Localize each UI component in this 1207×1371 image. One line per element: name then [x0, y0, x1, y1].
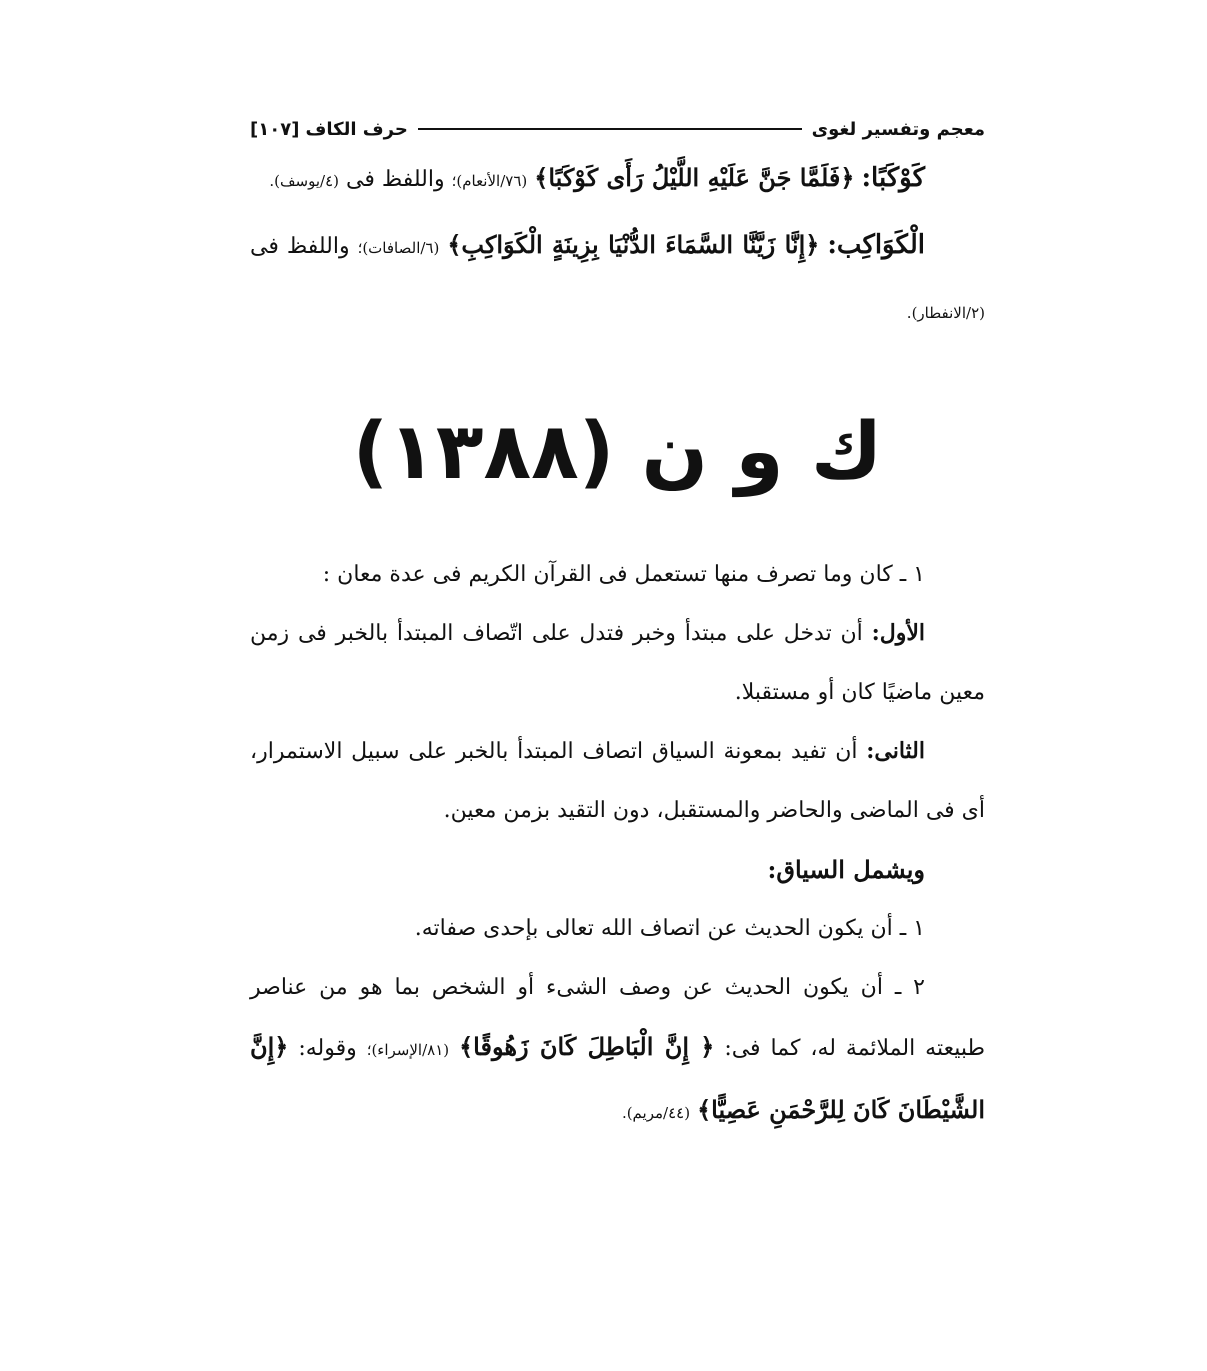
paragraph-label: الثانى: — [866, 738, 925, 764]
quran-reference: (٤٤/مريم). — [621, 1104, 691, 1122]
item-text: ٢ ـ أن يكون الحديث عن وصف الشىء أو الشخص بما هو من عناصر طبيعته الملائمة له، كما فى: — [250, 975, 985, 1061]
quran-reference: (٧٦/الأنعام)؛ — [451, 172, 528, 190]
entry-lemma: كَوْكَبًا: — [861, 163, 925, 193]
quran-quote: ﴿إِنَّ الشَّيْطَانَ كَانَ لِلرَّحْمَنِ عَصِيًّا﴾ — [250, 1032, 985, 1124]
paragraph-text: أن تدخل على مبتدأ وخبر فتدل على اتّصاف المبتدأ بالخبر فى زمن معين ماضيًا كان أو مستقبلا. — [250, 621, 985, 705]
body-paragraph-first-meaning — [250, 604, 985, 722]
body-paragraph-1: ١ ـ كان وما تصرف منها تستعمل فى القرآن الكريم فى عدة معان : — [322, 562, 925, 587]
entry-tail: واللفظ فى — [250, 234, 350, 259]
paragraph-label: الأول: — [871, 620, 925, 646]
quran-reference: (٨١/الإسراء)؛ — [366, 1041, 450, 1059]
context-item-1: ١ ـ أن يكون الحديث عن اتصاف الله تعالى بإحدى صفاته. — [414, 916, 925, 941]
quran-quote: ﴿ إِنَّ الْبَاطِلَ كَانَ زَهُوقًا﴾ — [459, 1032, 715, 1061]
document-page — [250, 112, 985, 1143]
page-number: [١٠٧] — [250, 118, 300, 140]
entry-kawkaban — [250, 146, 985, 213]
section-title: حرف الكاف — [305, 118, 408, 140]
quran-quote: ﴿فَلَمَّا جَنَّ عَلَيْهِ اللَّيْلُ رَأَى كَوْكَبًا﴾ — [534, 163, 855, 192]
context-item-2 — [250, 958, 985, 1143]
entry-lemma: الْكَوَاكِب: — [827, 230, 925, 260]
body-paragraph-second-meaning — [250, 722, 985, 840]
quran-quote: ﴿إِنَّا زَيَّنَّا السَّمَاءَ الدُّنْيَا بِزِينَةٍ الْكَوَاكِبِ﴾ — [447, 230, 820, 259]
header-rule — [418, 128, 802, 130]
entry-tail: واللفظ فى — [346, 167, 445, 192]
item-connector: وقوله: — [298, 1036, 357, 1061]
quran-reference: (٦/الصافات)؛ — [357, 239, 440, 257]
root-heading: ك و ن (١٣٨٨) — [352, 407, 883, 497]
header-section-group — [250, 119, 408, 140]
context-heading: ويشمل السياق: — [767, 855, 925, 884]
book-title: معجم وتفسير لغوى — [811, 118, 985, 140]
paragraph-text: أن تفيد بمعونة السياق اتصاف المبتدأ بالخبر على سبيل الاستمرار، أى فى الماضى والحاضر والمستقبل، دون التقيد بزمن معين. — [250, 739, 985, 823]
quran-reference: (٢/الانفطار). — [906, 304, 985, 322]
running-header — [250, 112, 985, 146]
quran-reference: (٤/يوسف). — [269, 172, 339, 190]
entry-kawakib — [250, 213, 985, 345]
